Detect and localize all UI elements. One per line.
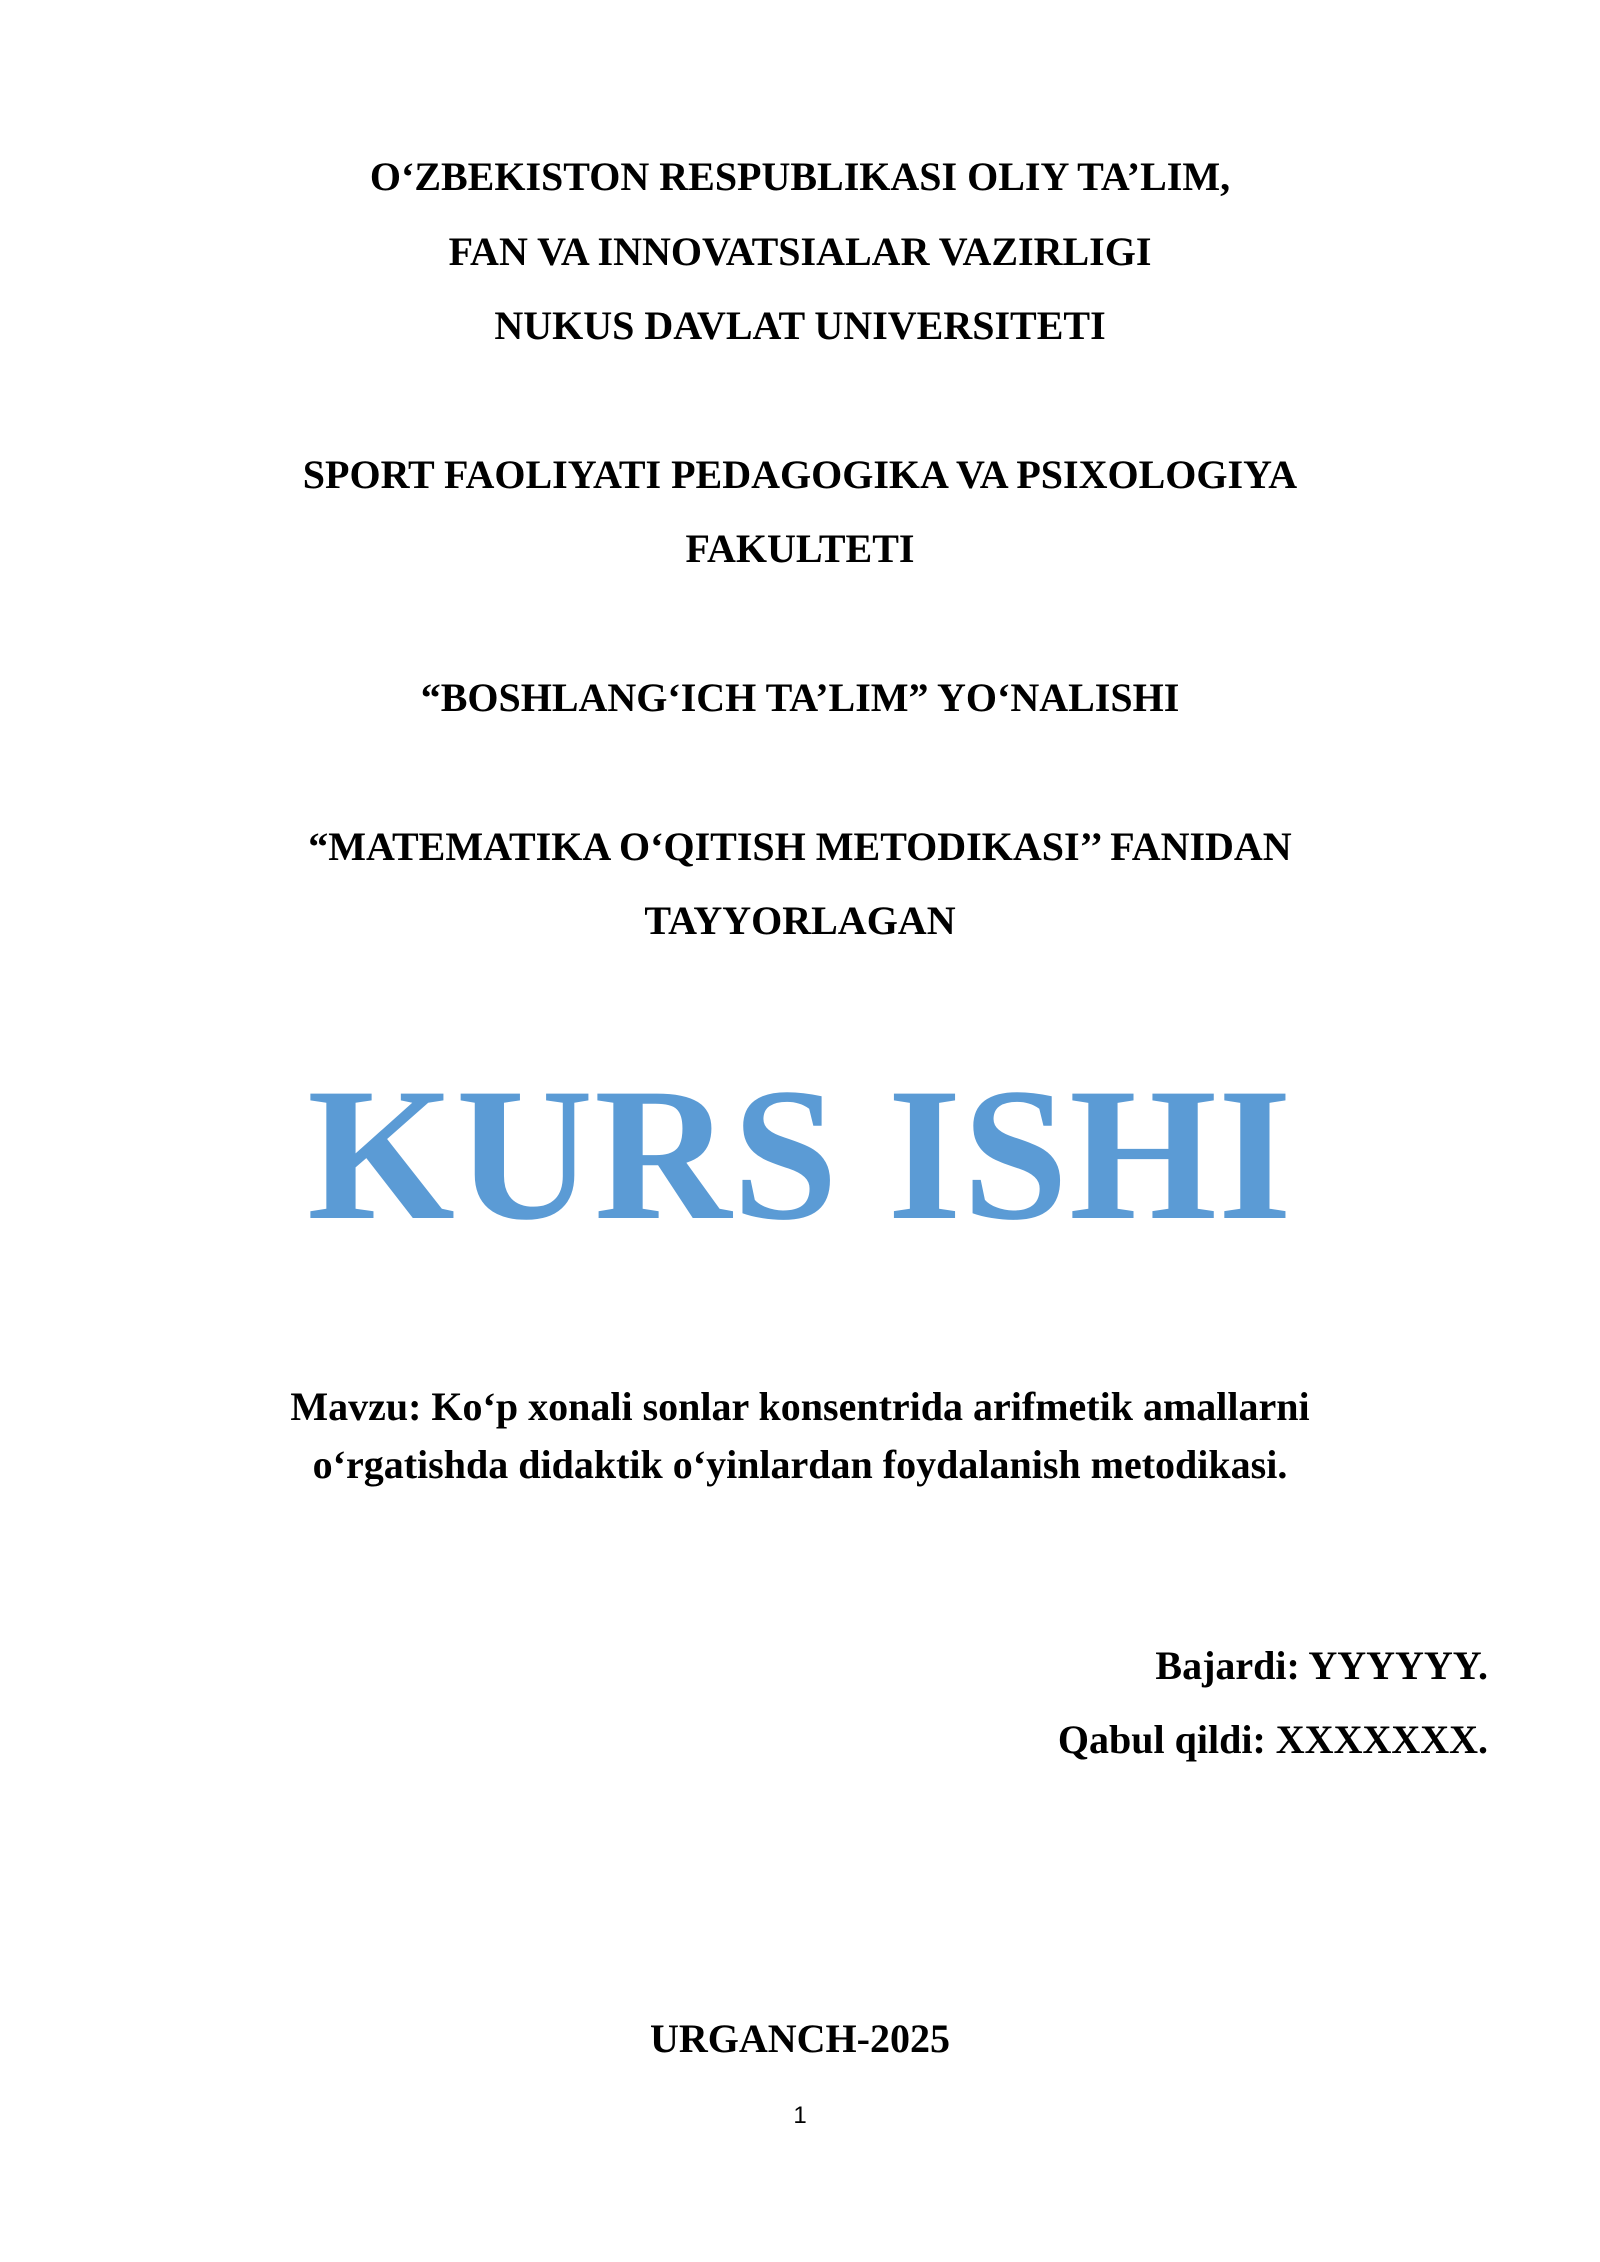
topic-line-1: Mavzu: Ko‘p xonali sonlar konsentrida arifmetik amallarni [290, 1384, 1310, 1429]
performed-by: Bajardi: YYYYYY. [1155, 1643, 1488, 1688]
faculty-line-2: FAKULTETI [685, 526, 915, 571]
subject-line-2: TAYYORLAGAN [644, 898, 956, 943]
direction-name: “BOSHLANG‘ICH TA’LIM” YO‘NALISHI [420, 675, 1180, 720]
city-year: URGANCH-2025 [650, 2016, 950, 2061]
accepted-by: Qabul qildi: XXXXXXX. [1057, 1717, 1488, 1762]
ministry-line-2: FAN VA INNOVATSIALAR VAZIRLIGI [448, 229, 1152, 274]
faculty-line-1: SPORT FAOLIYATI PEDAGOGIKA VA PSIXOLOGIYA [302, 452, 1298, 497]
university-name: NUKUS DAVLAT UNIVERSITETI [494, 303, 1106, 348]
subject-line-1: “MATEMATIKA O‘QITISH METODIKASI’’ FANIDAN [308, 824, 1292, 869]
document-title: KURS ISHI [307, 1050, 1293, 1260]
ministry-line-1: O‘ZBEKISTON RESPUBLIKASI OLIY TA’LIM, [369, 154, 1231, 199]
page-number: 1 [793, 2102, 807, 2129]
topic-line-2: o‘rgatishda didaktik o‘yinlardan foydalanish metodikasi. [312, 1442, 1288, 1487]
